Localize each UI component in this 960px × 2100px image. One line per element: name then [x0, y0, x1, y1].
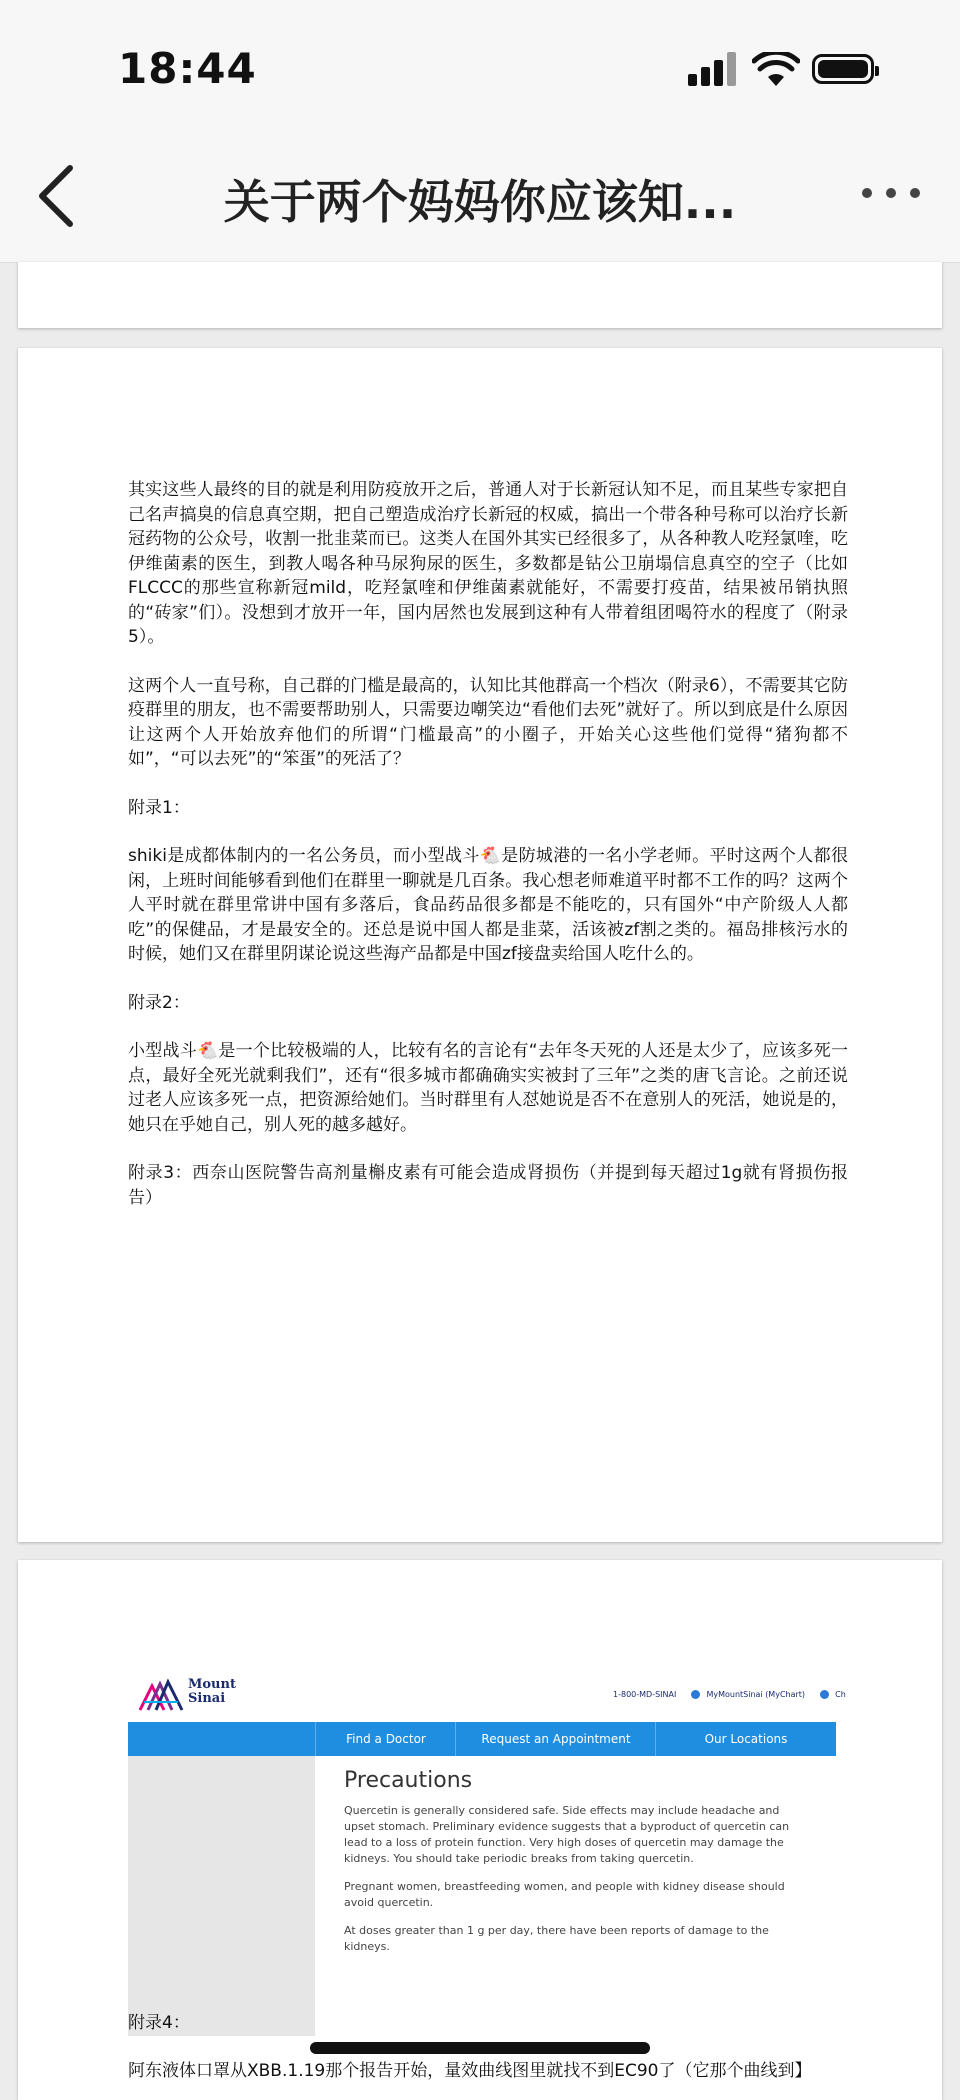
precautions-heading: Precautions — [344, 1768, 473, 1793]
document-body — [128, 478, 848, 1234]
wifi-icon — [752, 52, 800, 88]
page-title: 关于两个妈妈你应该知... — [223, 175, 737, 229]
logo-text-line1: Mount — [188, 1677, 236, 1692]
site-sidebar-placeholder — [128, 1756, 315, 2036]
paragraph: 这两个人一直号称，自己群的门槛是最高的，认知比其他群高一个档次（附录6），不需要其它防疫群里的朋友，也不需要帮助别人，只需要边嘲笑边“看他们去死”就好了。所以到底是什么原因让这两个人开始放弃他们的所谓“门槛最高”的小圈子，开始关心这些他们觉得“猪狗都不如”，“可以去死”的“笨蛋”的死活了？ — [128, 675, 848, 769]
navigation-bar — [0, 130, 960, 263]
battery-icon — [812, 54, 874, 84]
status-time: 18:44 — [118, 44, 257, 93]
precautions-section — [344, 1768, 804, 1967]
cellular-signal-icon — [688, 52, 744, 86]
document-page-previous — [18, 262, 942, 328]
precautions-paragraph: At doses greater than 1 g per day, there have been reports of damage to the kidneys. — [344, 1924, 769, 1953]
appendix-label: 附录2： — [128, 992, 190, 1013]
paragraph: 其实这些人最终的目的就是利用防疫放开之后，普通人对于长新冠认知不足，而且某些专家把自己名声搞臭的信息真空期，把自己塑造成治疗长新冠的权威，搞出一个带各种号称可以治疗长新冠药物的公众号，收割一批韭菜而已。这类人在国外其实已经很多了，从各种教人吃羟氯喹，吃伊维菌素的医生，到教人喝各种马尿狗尿的医生，多数都是钻公卫崩塌信息真空的空子（比如FLCCC的那些宣称新冠mild，吃羟氯喹和伊维菌素就能好，不需要打疫苗，结果被吊销执照的“砖家”们）。没想到才放开一年，国内居然也发展到这种有人带着组团喝符水的程度了（附录5）。 — [128, 480, 848, 647]
status-bar — [0, 0, 960, 130]
paragraph: 阿东液体口罩从XBB.1.19那个报告开始，量效曲线图里就找不到EC90了（它那个曲线到】 — [128, 2061, 812, 2081]
site-top-links — [613, 1690, 846, 1699]
document-page — [18, 348, 942, 1542]
paragraph: shiki是成都体制内的一名公务员，而小型战斗🐔是防城港的一名小学老师。平时这两个人都很闲，上班时间能够看到他们在群里一聊就是几百条。我心想老师难道平时都不工作的吗？这两个人平时就在群里常讲中国有多落后，食品药品很多都是不能吃的，只有国外“中产阶级人人都吃”的保健品，才是最安全的。还总是说中国人都是韭菜，活该被zf割之类的。福岛排核污水的时候，她们又在群里阴谋论说这些海产品都是中国zf接盘卖给国人吃什么的。 — [128, 846, 848, 964]
nav-find-doctor: Find a Doctor — [315, 1722, 456, 1756]
mychart-link: MyMountSinai (MyChart) — [706, 1690, 806, 1699]
paragraph: 小型战斗🐔是一个比较极端的人，比较有名的言论有“去年冬天死的人还是太少了，应该多死一点，最好全死光就剩我们”，还有“很多城市都确确实实被封了三年”之类的唐飞言论。之前还说过老人应该多死一点，把资源给她们。当时群里有人怼她说是否不在意别人的死活，她说是的，她只在乎她自己，别人死的越多越好。 — [128, 1041, 848, 1135]
link-bullet-icon — [820, 1690, 829, 1699]
site-nav-bar — [128, 1722, 836, 1756]
appendix-label: 附录1： — [128, 797, 190, 818]
truncated-link: Ch — [835, 1690, 846, 1699]
precautions-paragraph: Pregnant women, breastfeeding women, and people with kidney disease should avoid quercetin. — [344, 1880, 785, 1909]
nav-request-appointment: Request an Appointment — [455, 1722, 656, 1756]
home-indicator[interactable] — [310, 2042, 650, 2054]
mount-sinai-logo — [138, 1678, 258, 1712]
nav-our-locations: Our Locations — [655, 1722, 836, 1756]
logo-text-line2: Sinai — [188, 1691, 226, 1706]
link-bullet-icon — [691, 1690, 700, 1699]
precautions-paragraph: Quercetin is generally considered safe. Side effects may include headache and upset stomach. Preliminary evidence suggests that a byproduct of quercetin can lead to a loss of protein function. Very high doses of quercetin may damage the kidneys. You should take periodic breaks from taking quercetin. — [344, 1804, 790, 1865]
paragraph: 附录3：西奈山医院警告高剂量槲皮素有可能会造成肾损伤（并提到每天超过1g就有肾损伤报告） — [128, 1163, 848, 1208]
phone-number: 1-800-MD-SINAI — [613, 1690, 677, 1699]
mount-sinai-logo-icon — [138, 1678, 184, 1712]
back-chevron-icon[interactable] — [34, 164, 76, 228]
document-page — [18, 1560, 942, 2100]
more-options-icon[interactable] — [862, 188, 920, 198]
appendix-label: 附录4： — [128, 2013, 190, 2033]
